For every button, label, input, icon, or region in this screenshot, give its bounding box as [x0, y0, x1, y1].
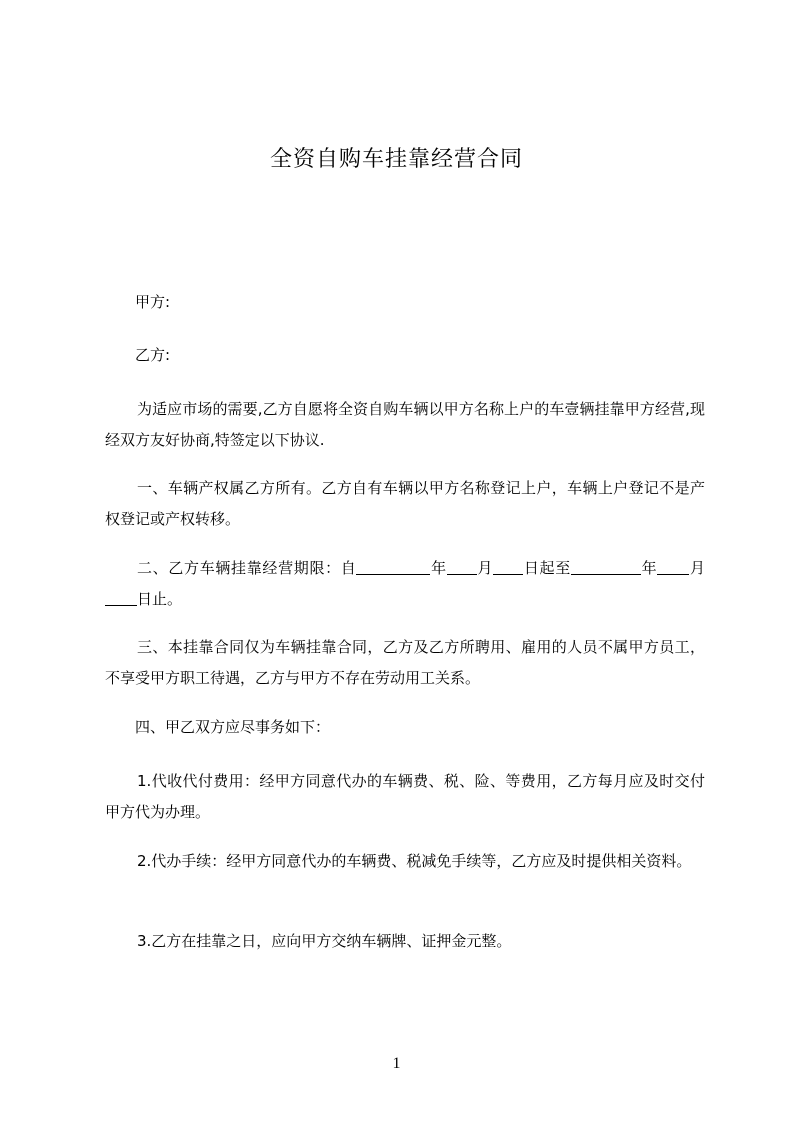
- clause-2-end: 日止。: [137, 590, 183, 608]
- item-1: 1.代收代付费用：经甲方同意代办的车辆费、税、险、等费用，乙方每月应及时交付甲方代为办理。: [105, 772, 705, 821]
- item-3: 3.乙方在挂靠之日，应向甲方交纳车辆牌、证押金元整。: [137, 932, 512, 950]
- document-title: 全资自购车挂靠经营合同: [269, 147, 523, 172]
- blank-end-year: [571, 559, 641, 575]
- intro-paragraph: 为适应市场的需要,乙方自愿将全资自购车辆以甲方名称上户的车壹辆挂靠甲方经营,现经双方友好协商,特签定以下协议.: [105, 400, 705, 449]
- clause-3: 三、本挂靠合同仅为车辆挂靠合同，乙方及乙方所聘用、雇用的人员不属甲方员工，不享受甲方职工待遇，乙方与甲方不存在劳动用工关系。: [105, 638, 705, 687]
- clause-2-prefix: 二、乙方车辆挂靠经营期限：自: [137, 559, 357, 577]
- clause-1: 一、车辆产权属乙方所有。乙方自有车辆以甲方名称登记上户，车辆上户登记不是产权登记或产权转移。: [105, 479, 705, 528]
- clause-2: [105, 553, 705, 615]
- clause-2-year-1: 年: [430, 559, 447, 577]
- clause-2-day-to: 日起至: [523, 559, 571, 577]
- page-number: 1: [392, 1055, 401, 1072]
- blank-start-day: [493, 559, 523, 575]
- clause-2-year-2: 年: [640, 559, 658, 577]
- clause-2-month-2: 月: [689, 559, 705, 577]
- clause-4: 四、甲乙双方应尽事务如下：: [135, 718, 331, 736]
- blank-start-year: [356, 559, 430, 575]
- party-b-line: 乙方:: [135, 346, 171, 364]
- blank-end-month-pre: [657, 559, 689, 575]
- blank-end-day: [105, 590, 137, 606]
- clause-2-month-1: 月: [476, 559, 494, 577]
- blank-start-month: [447, 559, 477, 575]
- party-a-line: 甲方:: [135, 293, 171, 311]
- item-2: 2.代办手续：经甲方同意代办的车辆费、税减免手续等，乙方应及时提供相关资料。: [137, 852, 692, 870]
